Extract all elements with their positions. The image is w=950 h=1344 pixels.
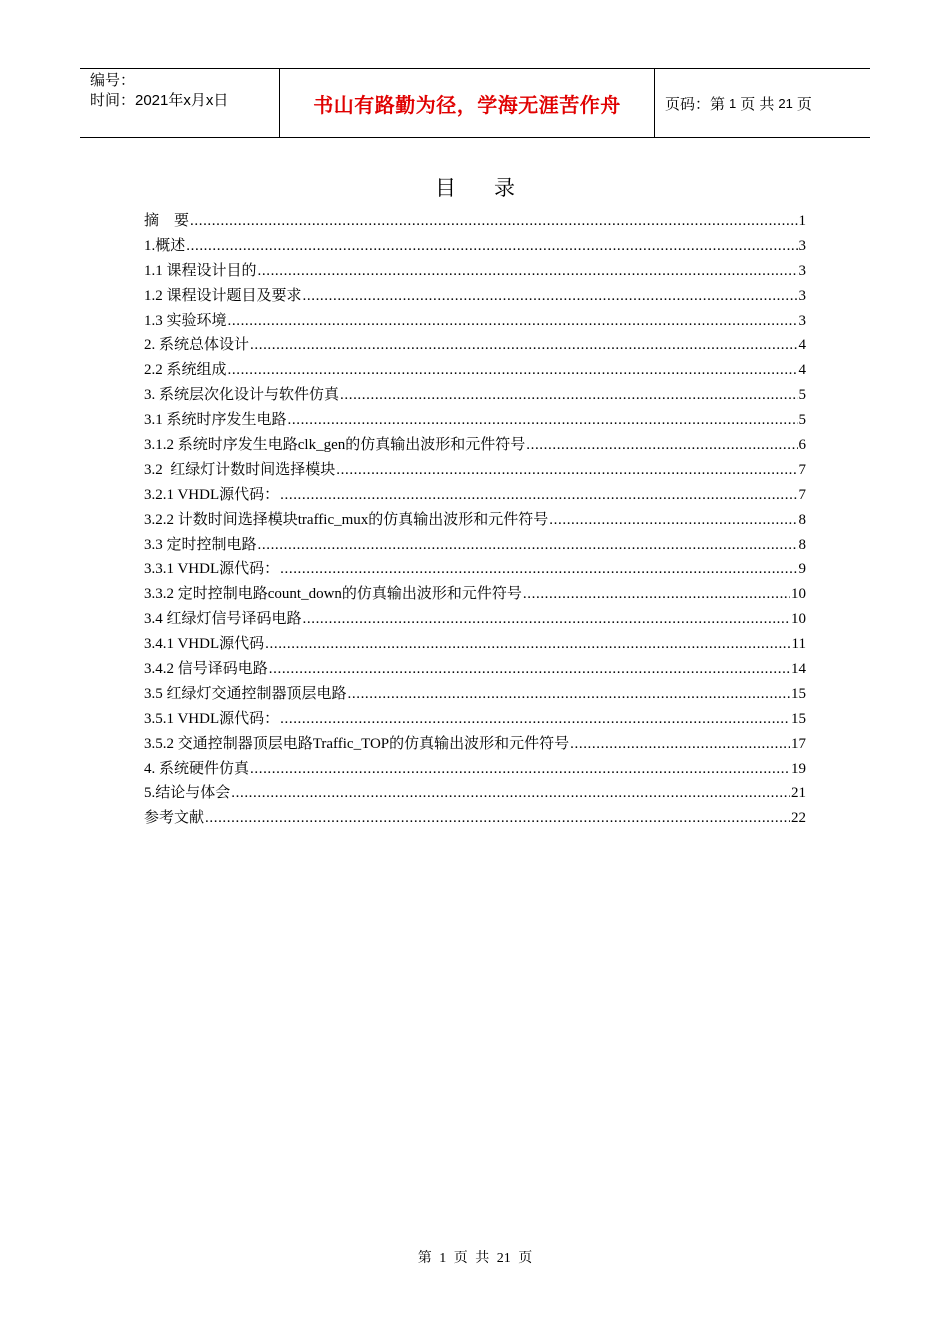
- toc-dot-leader: [190, 211, 797, 231]
- toc-entry-page: 4: [798, 337, 806, 354]
- toc-dot-leader: [280, 485, 797, 505]
- toc-entry-label: 3.2.2 计数时间选择模块traffic_mux的仿真输出波形和元件符号: [144, 511, 549, 528]
- toc-dot-leader: [340, 385, 797, 405]
- toc-dot-leader: [228, 311, 798, 331]
- toc-entry-label: 3.5 红绿灯交通控制器顶层电路: [144, 685, 347, 702]
- toc-entry-page: 9: [798, 561, 806, 578]
- toc-dot-leader: [280, 709, 790, 729]
- header-meta: [80, 69, 280, 137]
- toc-entry[interactable]: [144, 759, 806, 784]
- toc-entry-page: 5: [798, 412, 806, 429]
- toc-entry[interactable]: [144, 360, 806, 385]
- toc-entry[interactable]: [144, 634, 806, 659]
- toc-entry[interactable]: [144, 261, 806, 286]
- toc-dot-leader: [280, 559, 797, 579]
- toc-dot-leader: [269, 659, 790, 679]
- toc-entry-label: 3.1.2 系统时序发生电路clk_gen的仿真输出波形和元件符号: [144, 437, 526, 454]
- toc-dot-leader: [303, 286, 798, 306]
- page-current: 1: [729, 95, 737, 111]
- toc-entry-page: 6: [798, 437, 806, 454]
- toc-dot-leader: [336, 460, 797, 480]
- toc-entry-page: 7: [798, 461, 806, 478]
- toc-entry-label: 3.3 定时控制电路: [144, 536, 257, 553]
- toc-dot-leader: [228, 360, 798, 380]
- toc-dot-leader: [288, 410, 798, 430]
- toc-entry-label: 1.2 课程设计题目及要求: [144, 287, 302, 304]
- toc-dot-leader: [250, 759, 790, 779]
- toc-entry-page: 15: [791, 685, 806, 702]
- header-page-info: [655, 69, 870, 137]
- toc-entry-label: 5.结论与体会: [144, 785, 231, 802]
- toc-entry-label: 参考文献: [144, 810, 205, 827]
- toc-entry[interactable]: [144, 535, 806, 560]
- toc-entry[interactable]: [144, 709, 806, 734]
- toc-entry-page: 21: [791, 785, 806, 802]
- toc-entry[interactable]: [144, 559, 806, 584]
- toc-entry-label: 1.1 课程设计目的: [144, 262, 257, 279]
- toc-entry[interactable]: [144, 808, 806, 833]
- toc-entry-page: 19: [791, 760, 806, 777]
- toc-dot-leader: [258, 261, 798, 281]
- toc-dot-leader: [258, 535, 798, 555]
- toc-entry-page: 11: [791, 636, 806, 653]
- toc-entry[interactable]: [144, 510, 806, 535]
- toc-entry-page: 3: [798, 287, 806, 304]
- toc-entry-label: 2. 系统总体设计: [144, 337, 250, 354]
- page-footer: 第 1 页 共 21 页: [417, 1251, 533, 1266]
- toc-entry[interactable]: [144, 609, 806, 634]
- toc-entry-page: 10: [791, 611, 806, 628]
- toc-entry[interactable]: [144, 211, 806, 236]
- page-prefix: 页码：第: [665, 95, 726, 113]
- toc-entry-label: 4. 系统硬件仿真: [144, 760, 250, 777]
- toc-entry-label: 3.3.2 定时控制电路count_down的仿真输出波形和元件符号: [144, 586, 522, 603]
- toc-title: 目录: [435, 176, 553, 200]
- toc-entry-label: 3.4.1 VHDL源代码: [144, 636, 265, 653]
- toc-dot-leader: [231, 783, 790, 803]
- toc-entry-label: 2.2 系统组成: [144, 362, 227, 379]
- toc-entry[interactable]: [144, 335, 806, 360]
- toc-entry-page: 5: [798, 387, 806, 404]
- page-header: [80, 68, 870, 138]
- toc-dot-leader: [526, 435, 797, 455]
- toc-entry-page: 8: [798, 536, 806, 553]
- toc-entry-page: 22: [791, 810, 806, 827]
- toc-dot-leader: [549, 510, 797, 530]
- toc-entry-page: 1: [798, 213, 806, 229]
- toc-entry-page: 15: [791, 710, 806, 727]
- toc-entry-label: 3.5.1 VHDL源代码：: [144, 710, 280, 727]
- toc-entry[interactable]: [144, 460, 806, 485]
- toc-dot-leader: [205, 808, 790, 828]
- toc-dot-leader: [303, 609, 790, 629]
- toc-entry-label: 3.3.1 VHDL源代码：: [144, 561, 280, 578]
- toc-entry-label: 3.4 红绿灯信号译码电路: [144, 611, 302, 628]
- toc-dot-leader: [570, 734, 790, 754]
- toc-dot-leader: [250, 335, 797, 355]
- toc-entry[interactable]: [144, 734, 806, 759]
- toc-dot-leader: [523, 584, 790, 604]
- toc-entry-page: 8: [798, 511, 806, 528]
- toc-entry-page: 7: [798, 486, 806, 503]
- document-time: 时间：2021年x月x日: [90, 92, 229, 109]
- toc-entry[interactable]: [144, 684, 806, 709]
- toc-entry-label: 1.概述: [144, 237, 186, 254]
- toc-entry-page: 14: [791, 661, 806, 678]
- document-number-label: 编号：: [90, 72, 136, 89]
- toc-dot-leader: [348, 684, 790, 704]
- toc-entry-page: 4: [798, 362, 806, 379]
- page-middle: 页 共: [740, 95, 775, 113]
- toc-entry-page: 10: [791, 586, 806, 603]
- toc-entry[interactable]: [144, 584, 806, 609]
- page-suffix: 页: [796, 95, 812, 113]
- page-total: 21: [778, 95, 793, 111]
- toc-entry[interactable]: [144, 659, 806, 684]
- toc-entry-label: 摘 要: [144, 213, 190, 229]
- toc-entry-label: 3.1 系统时序发生电路: [144, 412, 287, 429]
- toc-dot-leader: [186, 236, 797, 256]
- table-of-contents: [144, 211, 806, 833]
- toc-entry-page: 3: [798, 237, 806, 254]
- toc-entry-label: 3.5.2 交通控制器顶层电路Traffic_TOP的仿真输出波形和元件符号: [144, 735, 570, 752]
- toc-entry[interactable]: [144, 385, 806, 410]
- toc-entry[interactable]: [144, 236, 806, 261]
- toc-entry[interactable]: [144, 485, 806, 510]
- toc-entry[interactable]: [144, 311, 806, 336]
- toc-entry-label: 3.2.1 VHDL源代码：: [144, 486, 280, 503]
- toc-entry-label: 3. 系统层次化设计与软件仿真: [144, 387, 340, 404]
- header-motto: 书山有路勤为径，学海无涯苦作舟: [280, 69, 655, 137]
- toc-entry-page: 17: [791, 735, 806, 752]
- toc-entry[interactable]: [144, 410, 806, 435]
- toc-entry-label: 3.2 红绿灯计数时间选择模块: [144, 461, 336, 478]
- toc-entry[interactable]: [144, 435, 806, 460]
- toc-entry-page: 3: [798, 262, 806, 279]
- toc-entry[interactable]: [144, 286, 806, 311]
- toc-entry-label: 3.4.2 信号译码电路: [144, 661, 268, 678]
- toc-entry-label: 1.3 实验环境: [144, 312, 227, 329]
- toc-dot-leader: [265, 634, 790, 654]
- toc-entry-page: 3: [798, 312, 806, 329]
- toc-entry[interactable]: [144, 783, 806, 808]
